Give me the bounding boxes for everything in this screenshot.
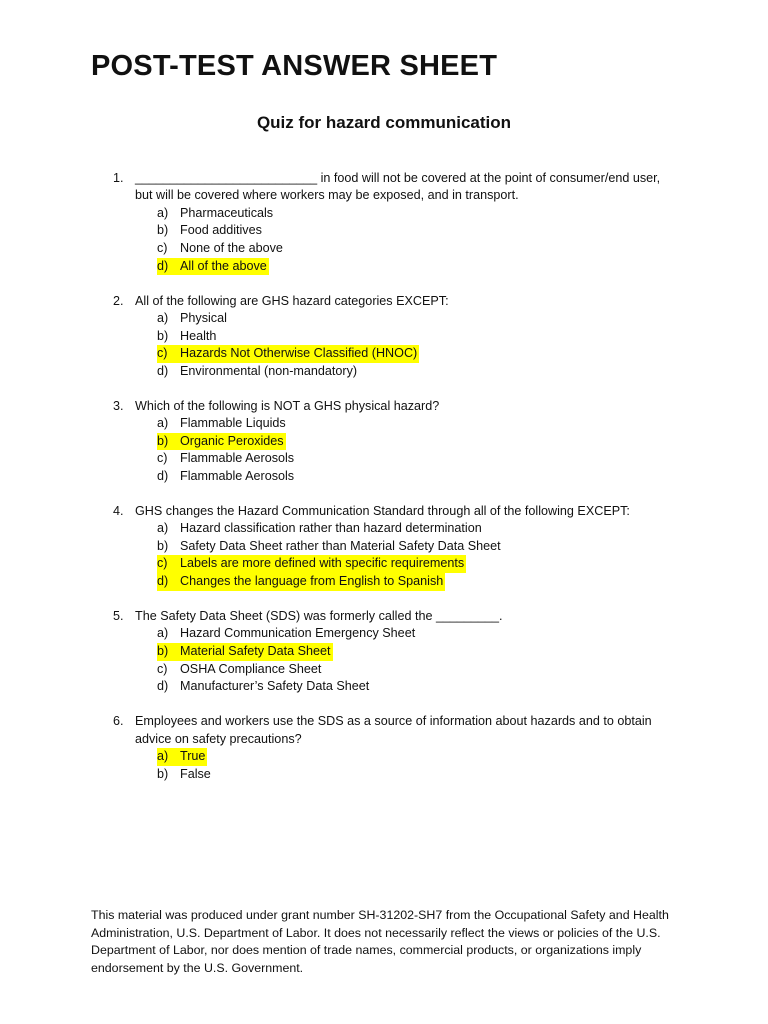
answer-text-wrap xyxy=(157,678,371,696)
grant-disclaimer xyxy=(91,907,691,977)
answer-option xyxy=(0,450,768,468)
answer-text-wrap xyxy=(157,538,503,556)
option-text: OSHA Compliance Sheet xyxy=(180,661,322,676)
answer-option xyxy=(0,240,768,258)
question-line xyxy=(0,293,768,310)
disclaimer-line: Administration, U.S. Department of Labor. It does not necessarily reflect the views or policies of the U.S. xyxy=(91,925,661,940)
question-text: GHS changes the Hazard Communication Standard through all of the following EXCEPT: xyxy=(135,503,630,518)
option-text: Hazard classification rather than hazard determination xyxy=(180,521,482,536)
question-text: The Safety Data Sheet (SDS) was formerly called the _________. xyxy=(135,609,503,624)
answer-text-wrap xyxy=(157,520,484,538)
question-line xyxy=(0,608,768,625)
highlighted-answer xyxy=(157,555,466,573)
disclaimer-line: Department of Labor, nor does mention of trade names, commercial products, or organizations imply xyxy=(91,943,642,958)
option-text: None of the above xyxy=(180,240,283,255)
answer-text-wrap xyxy=(157,450,296,468)
answer-option xyxy=(0,415,768,433)
option-text: Changes the language from English to Spanish xyxy=(180,574,444,589)
answer-option-correct xyxy=(0,258,768,276)
option-text: Physical xyxy=(180,310,227,325)
question-line xyxy=(0,503,768,520)
option-letter: b) xyxy=(157,433,169,448)
question-number: 2. xyxy=(113,293,124,308)
option-text: Pharmaceuticals xyxy=(180,205,274,220)
question-line xyxy=(0,713,768,730)
highlighted-answer xyxy=(157,573,445,591)
option-letter: b) xyxy=(157,328,169,343)
option-text: Hazards Not Otherwise Classified (HNOC) xyxy=(180,346,418,361)
option-text: Flammable Liquids xyxy=(180,416,286,431)
answer-option xyxy=(0,625,768,643)
question-item xyxy=(0,503,768,591)
question-text: but will be covered where workers may be exposed, and in transport. xyxy=(135,188,519,203)
option-text: Manufacturer’s Safety Data Sheet xyxy=(180,679,370,694)
highlighted-answer xyxy=(157,748,207,766)
option-letter: c) xyxy=(157,346,168,361)
question-item xyxy=(0,170,768,275)
option-letter: a) xyxy=(157,205,169,220)
answer-option-correct xyxy=(0,555,768,573)
option-letter: a) xyxy=(157,748,169,763)
option-letter: d) xyxy=(157,574,169,589)
question-text: Employees and workers use the SDS as a source of information about hazards and to obtain xyxy=(135,714,652,729)
answer-option xyxy=(0,310,768,328)
highlighted-answer xyxy=(157,258,269,276)
answer-option xyxy=(0,538,768,556)
answer-option xyxy=(0,363,768,381)
option-letter: b) xyxy=(157,644,169,658)
answer-text-wrap xyxy=(157,205,275,223)
answer-option-correct xyxy=(0,573,768,591)
option-text: Safety Data Sheet rather than Material Safety Data Sheet xyxy=(180,538,501,553)
option-letter: a) xyxy=(157,626,169,641)
option-text: Material Safety Data Sheet xyxy=(180,644,331,658)
option-letter: b) xyxy=(157,766,169,781)
answer-option xyxy=(0,766,768,784)
option-text: Food additives xyxy=(180,223,262,238)
option-text: False xyxy=(180,766,211,781)
option-letter: a) xyxy=(157,521,169,536)
question-spacer xyxy=(0,696,768,713)
option-letter: a) xyxy=(157,416,169,431)
question-line xyxy=(0,170,768,187)
answer-text-wrap xyxy=(157,468,296,486)
option-text: Flammable Aerosols xyxy=(180,451,295,466)
question-text: advice on safety precautions? xyxy=(135,731,302,746)
answer-text-wrap xyxy=(157,661,323,679)
question-item xyxy=(0,713,768,783)
highlighted-answer xyxy=(157,643,333,661)
question-number: 4. xyxy=(113,503,124,518)
answer-option xyxy=(0,222,768,240)
question-line xyxy=(0,731,768,748)
answer-option-correct xyxy=(0,433,768,451)
answer-text-wrap xyxy=(157,625,417,643)
option-letter: d) xyxy=(157,258,169,273)
answer-text-wrap xyxy=(157,310,229,328)
answer-text-wrap xyxy=(157,240,285,258)
option-text: Environmental (non-mandatory) xyxy=(180,363,358,378)
disclaimer-line: This material was produced under grant number SH-31202-SH7 from the Occupational Safety and Health xyxy=(91,908,669,922)
question-number: 5. xyxy=(113,609,124,624)
disclaimer-line: endorsement by the U.S. Government. xyxy=(91,960,304,975)
answer-option-correct xyxy=(0,748,768,766)
question-number: 3. xyxy=(113,398,124,413)
question-number: 6. xyxy=(113,714,124,729)
question-text: __________________________ in food will not be covered at the point of consumer/end user, xyxy=(135,171,661,185)
answer-text-wrap xyxy=(157,222,264,240)
question-line xyxy=(0,187,768,204)
question-item xyxy=(0,293,768,381)
option-letter: b) xyxy=(157,538,169,553)
option-letter: a) xyxy=(157,310,169,325)
answer-option xyxy=(0,678,768,696)
answer-option xyxy=(0,661,768,679)
quiz-subtitle: Quiz for hazard communication xyxy=(256,113,512,132)
answer-option xyxy=(0,520,768,538)
question-line xyxy=(0,398,768,415)
question-number: 1. xyxy=(113,171,124,185)
question-list xyxy=(0,170,768,783)
option-letter: d) xyxy=(157,679,169,694)
page-title: POST-TEST ANSWER SHEET xyxy=(91,50,498,82)
answer-option-correct xyxy=(0,643,768,661)
answer-option xyxy=(0,468,768,486)
answer-option-correct xyxy=(0,345,768,363)
option-text: True xyxy=(180,748,206,763)
highlighted-answer xyxy=(157,433,286,451)
option-letter: c) xyxy=(157,240,168,255)
answer-text-wrap xyxy=(157,328,218,346)
question-text: Which of the following is NOT a GHS physical hazard? xyxy=(135,398,440,413)
question-spacer xyxy=(0,380,768,397)
question-item xyxy=(0,398,768,486)
question-spacer xyxy=(0,485,768,502)
answer-text-wrap xyxy=(157,766,213,784)
answer-text-wrap xyxy=(157,363,359,381)
highlighted-answer xyxy=(157,345,419,363)
answer-option xyxy=(0,328,768,346)
question-spacer xyxy=(0,275,768,292)
answer-text-wrap xyxy=(157,415,288,433)
option-letter: c) xyxy=(157,661,168,676)
option-letter: d) xyxy=(157,468,169,483)
question-item xyxy=(0,608,768,696)
option-letter: d) xyxy=(157,363,169,378)
option-letter: b) xyxy=(157,223,169,238)
option-letter: c) xyxy=(157,556,168,571)
option-text: Health xyxy=(180,328,217,343)
option-letter: c) xyxy=(157,451,168,466)
question-spacer xyxy=(0,591,768,608)
option-text: Labels are more defined with specific requirements xyxy=(180,556,465,571)
option-text: Organic Peroxides xyxy=(180,433,284,448)
question-text: All of the following are GHS hazard categories EXCEPT: xyxy=(135,293,449,308)
option-text: Flammable Aerosols xyxy=(180,468,295,483)
option-text: Hazard Communication Emergency Sheet xyxy=(180,626,416,641)
answer-option xyxy=(0,205,768,223)
option-text: All of the above xyxy=(180,258,267,273)
